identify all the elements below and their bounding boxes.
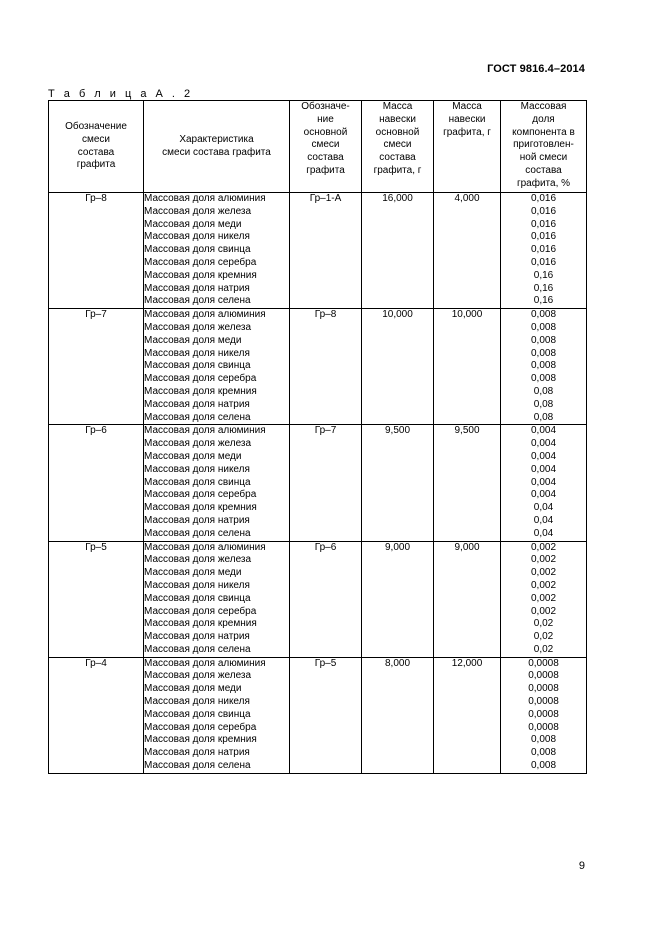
characteristic-line: Массовая доля меди	[144, 683, 242, 695]
fraction-value: 0,008	[530, 334, 557, 346]
fraction-value: 0,004	[530, 463, 557, 475]
characteristic-line: Массовая доля серебра	[144, 605, 257, 617]
cell-fraction	[501, 657, 587, 773]
characteristic-line: Массовая доля никеля	[144, 231, 250, 243]
cell-code	[49, 425, 144, 541]
characteristic-line: Массовая доля кремния	[144, 269, 257, 281]
graphite-mass-value: 9,500	[454, 425, 480, 437]
fraction-value: 0,016	[530, 193, 557, 204]
header-base-mix: Обозначе- ние основной смеси состава графита	[290, 101, 362, 193]
characteristic-line: Массовая доля селена	[144, 411, 251, 423]
characteristic-line: Массовая доля натрия	[144, 514, 250, 526]
characteristic-line: Массовая доля серебра	[144, 256, 257, 268]
document-code: ГОСТ 9816.4–2014	[487, 63, 585, 75]
characteristic-line: Массовая доля кремния	[144, 618, 257, 630]
characteristic-line: Массовая доля селена	[144, 295, 251, 307]
fraction-value: 0,04	[533, 514, 554, 526]
table-row	[49, 657, 587, 773]
cell-fraction	[501, 309, 587, 425]
fraction-value: 0,002	[530, 541, 557, 553]
cell-code	[49, 541, 144, 657]
fraction-value: 0,0008	[528, 683, 559, 695]
fraction-value: 0,004	[530, 425, 557, 437]
table-body	[49, 193, 587, 774]
cell-base-mix	[290, 309, 362, 425]
characteristic-line: Массовая доля серебра	[144, 373, 257, 385]
fraction-value: 0,0008	[528, 670, 559, 682]
cell-graphite-mass	[434, 309, 501, 425]
cell-base-mix	[290, 425, 362, 541]
fraction-value: 0,008	[530, 760, 557, 772]
fraction-value: 0,08	[533, 411, 554, 423]
page-number: 9	[578, 860, 585, 872]
fraction-value: 0,004	[530, 450, 557, 462]
characteristic-line: Массовая доля меди	[144, 567, 242, 579]
characteristic-line: Массовая доля кремния	[144, 502, 257, 514]
characteristic-line: Массовая доля алюминия	[144, 657, 266, 669]
cell-fraction	[501, 425, 587, 541]
fraction-value: 0,16	[533, 269, 554, 281]
fraction-value: 0,008	[530, 309, 557, 321]
characteristic-line: Массовая доля натрия	[144, 282, 250, 294]
cell-base-mix	[290, 541, 362, 657]
characteristic-line: Массовая доля свинца	[144, 476, 251, 488]
base-mass-value: 9,000	[384, 541, 411, 553]
fraction-value: 0,002	[530, 567, 557, 579]
table-header-row	[49, 101, 587, 193]
characteristic-line: Массовая доля серебра	[144, 721, 257, 733]
characteristic-line: Массовая доля никеля	[144, 696, 250, 708]
cell-characteristic	[144, 425, 290, 541]
base-mix-code: Гр–1-А	[309, 193, 342, 204]
characteristic-line: Массовая доля алюминия	[144, 425, 266, 437]
base-mix-code: Гр–5	[314, 657, 337, 669]
cell-code	[49, 309, 144, 425]
cell-characteristic	[144, 309, 290, 425]
characteristic-line: Массовая доля никеля	[144, 347, 250, 359]
fraction-value: 0,008	[530, 373, 557, 385]
fraction-value: 0,016	[530, 218, 557, 230]
characteristic-line: Массовая доля алюминия	[144, 541, 266, 553]
characteristic-line: Массовая доля железа	[144, 438, 252, 450]
characteristic-line: Массовая доля железа	[144, 554, 252, 566]
base-mix-code: Гр–6	[314, 541, 337, 553]
fraction-value: 0,008	[530, 347, 557, 359]
fraction-value: 0,002	[530, 579, 557, 591]
cell-fraction	[501, 541, 587, 657]
fraction-value: 0,004	[530, 438, 557, 450]
fraction-value: 0,004	[530, 476, 557, 488]
graphite-mass-value: 12,000	[451, 657, 483, 669]
characteristic-line: Массовая доля алюминия	[144, 193, 266, 204]
base-mass-value: 10,000	[382, 309, 413, 321]
base-mass-value: 16,000	[382, 193, 413, 204]
cell-graphite-mass	[434, 193, 501, 309]
characteristic-line: Массовая доля меди	[144, 334, 242, 346]
cell-code	[49, 657, 144, 773]
cell-base-mass	[362, 309, 434, 425]
characteristic-line: Массовая доля свинца	[144, 708, 251, 720]
fraction-value: 0,0008	[528, 721, 559, 733]
characteristic-line: Массовая доля кремния	[144, 385, 257, 397]
cell-base-mix	[290, 193, 362, 309]
cell-code	[49, 193, 144, 309]
fraction-value: 0,02	[533, 631, 554, 643]
characteristic-line: Массовая доля селена	[144, 643, 251, 655]
characteristic-line: Массовая доля алюминия	[144, 309, 266, 321]
fraction-value: 0,008	[530, 734, 557, 746]
fraction-value: 0,016	[530, 256, 557, 268]
fraction-value: 0,008	[530, 747, 557, 759]
characteristic-line: Массовая доля селена	[144, 527, 251, 539]
fraction-value: 0,016	[530, 205, 557, 217]
cell-fraction	[501, 193, 587, 309]
fraction-value: 0,08	[533, 385, 554, 397]
cell-base-mix	[290, 657, 362, 773]
cell-graphite-mass	[434, 657, 501, 773]
header-code: Обозначение смеси состава графита	[49, 101, 144, 193]
table-caption: Т а б л и ц а А . 2	[48, 88, 194, 100]
characteristic-line: Массовая доля железа	[144, 670, 252, 682]
fraction-value: 0,002	[530, 605, 557, 617]
characteristic-line: Массовая доля никеля	[144, 579, 250, 591]
cell-base-mass	[362, 541, 434, 657]
fraction-value: 0,04	[533, 502, 554, 514]
fraction-value: 0,08	[533, 398, 554, 410]
base-mass-value: 9,500	[384, 425, 411, 437]
cell-characteristic	[144, 193, 290, 309]
data-table	[48, 100, 587, 774]
fraction-value: 0,0008	[528, 696, 559, 708]
characteristic-line: Массовая доля свинца	[144, 592, 251, 604]
mix-code: Гр–4	[85, 657, 107, 669]
characteristic-line: Массовая доля кремния	[144, 734, 257, 746]
characteristic-line: Массовая доля натрия	[144, 747, 250, 759]
mix-code: Гр–8	[85, 193, 107, 204]
characteristic-line: Массовая доля меди	[144, 218, 242, 230]
graphite-mass-value: 4,000	[454, 193, 480, 204]
fraction-value: 0,02	[533, 643, 554, 655]
graphite-mass-value: 9,000	[454, 541, 480, 553]
mix-code: Гр–5	[85, 541, 107, 553]
fraction-value: 0,002	[530, 592, 557, 604]
cell-graphite-mass	[434, 425, 501, 541]
fraction-value: 0,16	[533, 282, 554, 294]
characteristic-line: Массовая доля железа	[144, 321, 252, 333]
graphite-mass-value: 10,000	[451, 309, 483, 321]
mix-code: Гр–6	[85, 425, 107, 437]
fraction-value: 0,016	[530, 231, 557, 243]
base-mix-code: Гр–7	[314, 425, 337, 437]
table-row	[49, 309, 587, 425]
header-fraction: Массовая доля компонента в приготовлен- ной смеси состава графита, %	[501, 101, 587, 193]
fraction-value: 0,004	[530, 489, 557, 501]
fraction-value: 0,0008	[528, 657, 559, 669]
cell-characteristic	[144, 541, 290, 657]
cell-base-mass	[362, 657, 434, 773]
cell-characteristic	[144, 657, 290, 773]
characteristic-line: Массовая доля натрия	[144, 398, 250, 410]
table-row	[49, 193, 587, 309]
fraction-value: 0,0008	[528, 708, 559, 720]
characteristic-line: Массовая доля селена	[144, 760, 251, 772]
characteristic-line: Массовая доля свинца	[144, 360, 251, 372]
characteristic-line: Массовая доля свинца	[144, 244, 251, 256]
cell-base-mass	[362, 425, 434, 541]
fraction-value: 0,16	[533, 295, 554, 307]
table-row	[49, 425, 587, 541]
cell-graphite-mass	[434, 541, 501, 657]
base-mass-value: 8,000	[384, 657, 411, 669]
mix-code: Гр–7	[85, 309, 107, 321]
fraction-value: 0,008	[530, 321, 557, 333]
characteristic-line: Массовая доля натрия	[144, 631, 250, 643]
characteristic-line: Массовая доля никеля	[144, 463, 250, 475]
fraction-value: 0,02	[533, 618, 554, 630]
fraction-value: 0,008	[530, 360, 557, 372]
table-row	[49, 541, 587, 657]
header-base-mass: Масса навески основной смеси состава графита, г	[362, 101, 434, 193]
base-mix-code: Гр–8	[314, 309, 337, 321]
header-graphite-mass: Масса навески графита, г	[434, 101, 501, 193]
characteristic-line: Массовая доля серебра	[144, 489, 257, 501]
header-characteristic: Характеристика смеси состава графита	[144, 101, 290, 193]
characteristic-line: Массовая доля меди	[144, 450, 242, 462]
fraction-value: 0,04	[533, 527, 554, 539]
fraction-value: 0,002	[530, 554, 557, 566]
characteristic-line: Массовая доля железа	[144, 205, 252, 217]
fraction-value: 0,016	[530, 244, 557, 256]
cell-base-mass	[362, 193, 434, 309]
